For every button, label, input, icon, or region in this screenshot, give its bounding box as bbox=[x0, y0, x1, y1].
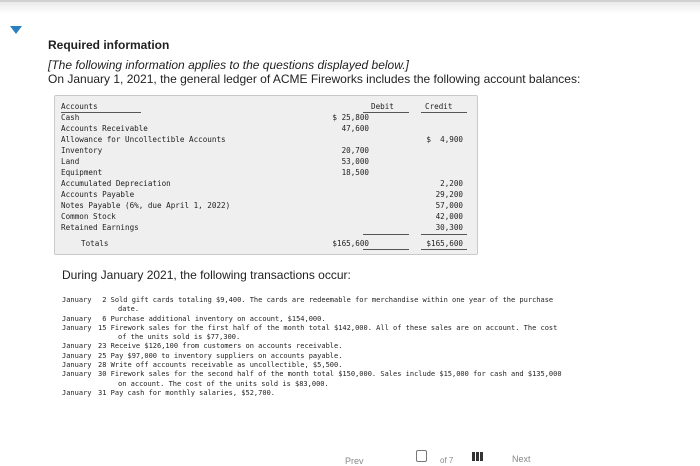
transaction-text: 28 Write off accounts receivable as uncollectible, $5,500. bbox=[98, 361, 343, 370]
transaction-text: 6 Purchase additional inventory on account, $154,000. bbox=[98, 314, 326, 323]
transaction-text: 25 Pay $97,000 to inventory suppliers on accounts payable. bbox=[98, 351, 343, 360]
note-text: [The following information applies to the questions displayed below.] bbox=[48, 58, 409, 72]
ledger-row-debit: 18,500 bbox=[341, 168, 369, 177]
ledger-row-debit: 20,700 bbox=[341, 146, 369, 155]
ledger-row-credit: 29,200 bbox=[435, 190, 463, 199]
pagination-bar bbox=[0, 446, 700, 466]
section-title: Required information bbox=[48, 38, 170, 52]
page-count: of 7 bbox=[440, 456, 454, 465]
transactions-list bbox=[62, 296, 682, 398]
transaction-item bbox=[62, 315, 682, 324]
ledger-row-credit: $ 4,900 bbox=[426, 135, 463, 144]
transaction-item bbox=[62, 342, 682, 351]
ledger-row-name: Accumulated Depreciation bbox=[61, 179, 171, 188]
ledger-row-credit: 2,200 bbox=[440, 179, 463, 188]
transaction-text: 2 Sold gift cards totaling $9,400. The cards are redeemable for merchandise within one year of the purchase bbox=[98, 296, 554, 304]
transaction-month: January bbox=[62, 370, 92, 379]
transaction-item bbox=[62, 370, 682, 389]
prev-button[interactable]: Prev bbox=[345, 456, 364, 466]
ledger-row-name: Equipment bbox=[61, 168, 103, 177]
ledger-row-name: Land bbox=[61, 157, 80, 166]
transaction-continuation: on account. The cost of the units sold is $83,000. bbox=[118, 379, 329, 388]
ledger-row-name: Common Stock bbox=[61, 212, 116, 221]
ledger-table bbox=[54, 95, 478, 255]
total-credit: $165,600 bbox=[426, 239, 463, 248]
debit-header: Debit bbox=[371, 102, 394, 111]
ledger-row-credit: 42,000 bbox=[435, 212, 463, 221]
transaction-text: 15 Firework sales for the first half of the month total $142,000. All of these sales are on account. The cost bbox=[98, 323, 558, 332]
total-debit: $165,600 bbox=[332, 239, 369, 248]
ledger-row-name: Cash bbox=[61, 113, 80, 122]
transaction-item bbox=[62, 324, 682, 343]
ledger-row-debit: 47,600 bbox=[341, 124, 369, 133]
transaction-month: January bbox=[62, 351, 92, 360]
ledger-row-name: Notes Payable (6%, due April 1, 2022) bbox=[61, 201, 231, 210]
ledger-row-debit: $ 25,800 bbox=[332, 113, 369, 122]
top-border bbox=[0, 0, 700, 2]
credit-header-rule bbox=[421, 112, 467, 113]
top-shadow bbox=[0, 0, 700, 14]
transaction-item bbox=[62, 361, 682, 370]
ledger-row-name: Retained Earnings bbox=[61, 223, 139, 232]
page-icon bbox=[416, 450, 427, 462]
credit-sum-rule bbox=[421, 234, 467, 235]
ledger-row-credit: 30,300 bbox=[435, 223, 463, 232]
credit-header: Credit bbox=[425, 102, 453, 111]
transaction-text: 30 Firework sales for the second half of the month total $150,000. Sales include $15,000 for cash and $135,000 bbox=[98, 370, 562, 379]
transaction-month: January bbox=[62, 388, 92, 397]
transaction-month: January bbox=[62, 342, 92, 351]
totals-label: Totals bbox=[81, 239, 109, 248]
transaction-month: January bbox=[62, 323, 92, 332]
next-button[interactable]: Next bbox=[512, 454, 531, 464]
ledger-row-name: Accounts Receivable bbox=[61, 124, 148, 133]
ledger-row-name: Allowance for Uncollectible Accounts bbox=[61, 135, 226, 144]
transaction-text: 23 Receive $126,100 from customers on accounts receivable. bbox=[98, 342, 343, 351]
transaction-continuation: of the units sold is $77,300. bbox=[118, 333, 241, 342]
debit-sum-rule bbox=[363, 234, 409, 235]
transaction-item bbox=[62, 352, 682, 361]
transaction-item bbox=[62, 296, 682, 315]
collapse-arrow-icon[interactable] bbox=[10, 26, 22, 34]
debit-header-rule bbox=[363, 112, 409, 113]
ledger-row-name: Accounts Payable bbox=[61, 190, 135, 199]
transaction-month: January bbox=[62, 361, 92, 370]
transaction-month: January bbox=[62, 296, 92, 304]
transaction-continuation: date. bbox=[118, 305, 140, 314]
transaction-month: January bbox=[62, 314, 92, 323]
transaction-text: 31 Pay cash for monthly salaries, $52,700. bbox=[98, 388, 276, 397]
transactions-heading: During January 2021, the following transactions occur: bbox=[62, 268, 351, 282]
accounts-header: Accounts bbox=[61, 102, 98, 111]
ledger-row-credit: 57,000 bbox=[435, 201, 463, 210]
debit-double-rule bbox=[363, 249, 409, 250]
grid-icon[interactable] bbox=[472, 452, 484, 461]
ledger-row-debit: 53,000 bbox=[341, 157, 369, 166]
credit-double-rule bbox=[421, 249, 467, 250]
ledger-row-name: Inventory bbox=[61, 146, 103, 155]
intro-text: On January 1, 2021, the general ledger of ACME Fireworks includes the following account balances: bbox=[48, 72, 581, 86]
transaction-item bbox=[62, 389, 682, 398]
